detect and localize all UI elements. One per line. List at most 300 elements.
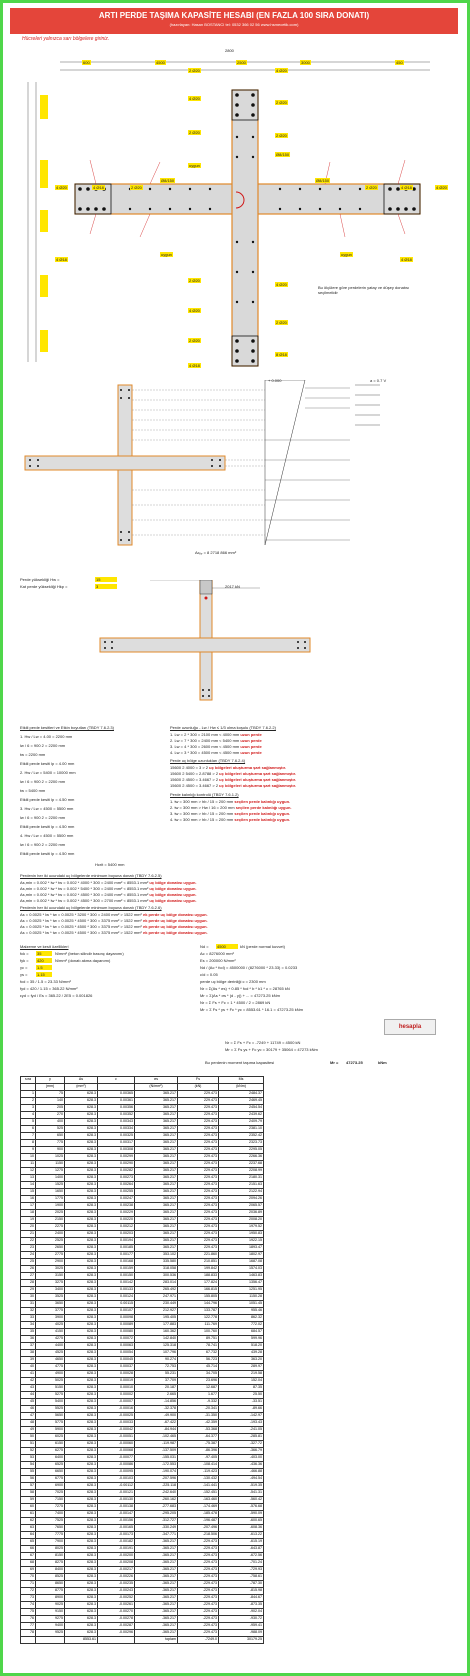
- table-total-cell: 8553.61: [65, 1637, 98, 1644]
- table-cell: -330.249: [135, 1525, 178, 1532]
- table-cell: -365.217: [135, 1609, 178, 1616]
- sum-line-m: Mr = Σ Fs ys + Fc yc = 30179 + 35064 = 47273 kNm: [225, 1047, 318, 1052]
- table-cell: -0.00068: [98, 1448, 135, 1455]
- table-row: [21, 1105, 264, 1112]
- table-cell: 5400: [36, 1399, 65, 1406]
- table-cell: 335.580: [135, 1259, 178, 1266]
- table-cell: 365.217: [135, 1175, 178, 1182]
- table-cell: -466.88: [219, 1469, 264, 1476]
- check-result: uzun perde: [239, 738, 262, 743]
- table-cell: -108.414: [178, 1462, 219, 1469]
- table-cell: 628.3: [65, 1322, 98, 1329]
- table-cell: 628.3: [65, 1343, 98, 1350]
- page-title: ARTI PERDE TAŞIMA KAPASİTE HESABI (EN FAZLA 100 SIRA DONATI): [98, 11, 370, 20]
- calc-line: Nd / (Ac * fcd) = 4500000 / (8276000 * 23.33) = 0.0233: [200, 965, 298, 970]
- table-cell: 219.58: [219, 1371, 264, 1378]
- rebar-label[interactable]: 4 Ø18: [56, 257, 67, 262]
- table-cell: 210.851: [178, 1259, 219, 1266]
- table-cell: 67: [21, 1553, 36, 1560]
- right2-title: Perde uç bölge uzunlukları (TBDY 7.6.2.4): [170, 758, 246, 763]
- table-cell: 229.473: [178, 1147, 219, 1154]
- table-row: [21, 1602, 264, 1609]
- table-cell: 628.3: [65, 1497, 98, 1504]
- table-cell: -0.00147: [98, 1511, 135, 1518]
- table-cell: 1650: [36, 1189, 65, 1196]
- table-cell: 628.3: [65, 1119, 98, 1126]
- table-cell: 229.473: [178, 1119, 219, 1126]
- sum-line-n: Nr = Σ Fs + Fc = -7249 + 11749 = 4500 kN: [225, 1040, 301, 1045]
- table-cell: 0.00045: [98, 1357, 135, 1364]
- table-cell: 0.00115: [98, 1301, 135, 1308]
- table-cell: -0.00121: [98, 1490, 135, 1497]
- table-cell: 775: [36, 1140, 65, 1147]
- table-cell: 5025: [36, 1378, 65, 1385]
- table-cell: -0.00287: [98, 1623, 135, 1630]
- table-cell: 0.00343: [98, 1119, 135, 1126]
- column-unit: (N/mm²): [135, 1084, 178, 1091]
- column-header: sıra: [21, 1077, 36, 1084]
- rebar-label[interactable]: 2 Ø20: [276, 133, 287, 138]
- table-row: [21, 1147, 264, 1154]
- table-cell: 772.02: [219, 1322, 264, 1329]
- table-cell: -174.469: [178, 1504, 219, 1511]
- table-cell: 166.815: [178, 1287, 219, 1294]
- table-cell: 365.217: [135, 1105, 178, 1112]
- dim-input-left[interactable]: [40, 95, 48, 119]
- table-cell: -758.61: [219, 1574, 264, 1581]
- table-total-cell: 30179.25: [219, 1637, 264, 1644]
- table-cell: -930.72: [219, 1616, 264, 1623]
- table-cell: 300.536: [135, 1273, 178, 1280]
- table-row: [21, 1161, 264, 1168]
- nd-unit: kN (perde normal kuvvet): [240, 944, 285, 949]
- table-row: [21, 1588, 264, 1595]
- table-cell: 0.00308: [98, 1147, 135, 1154]
- rebar-label[interactable]: 4 Ø20: [189, 96, 200, 101]
- table-cell: -229.473: [178, 1574, 219, 1581]
- table-cell: 63: [21, 1525, 36, 1532]
- table-cell: 7275: [36, 1504, 65, 1511]
- column-unit: (mm): [36, 1084, 65, 1091]
- table-cell: -32.378: [135, 1406, 178, 1413]
- table-cell: 22: [21, 1238, 36, 1245]
- table-cell: -365.217: [135, 1560, 178, 1567]
- table-cell: 69: [21, 1567, 36, 1574]
- table-cell: -9.332: [178, 1399, 219, 1406]
- table-cell: -959.41: [219, 1623, 264, 1630]
- table-cell: 289.97: [219, 1364, 264, 1371]
- table-cell: 7525: [36, 1518, 65, 1525]
- table-cell: 3525: [36, 1294, 65, 1301]
- table-cell: -643.87: [219, 1546, 264, 1553]
- table-cell: 160.362: [135, 1329, 178, 1336]
- calc-line: 1. Lw = 2 * 300 = 2100 mm < 4000 mm uzun perde: [170, 732, 262, 737]
- table-cell: -64.377: [178, 1434, 219, 1441]
- table-cell: 0.00002: [98, 1392, 135, 1399]
- table-cell: 1922.15: [219, 1238, 264, 1245]
- table-cell: 144.796: [178, 1301, 219, 1308]
- wall-height-input[interactable]: 15: [95, 577, 117, 582]
- area-label: Aₕₑₚ = 8 2718 866 mm²: [195, 550, 237, 555]
- table-cell: -436.36: [219, 1462, 264, 1469]
- table-cell: 89.751: [178, 1336, 219, 1343]
- dim-input-left[interactable]: [40, 330, 48, 352]
- calc-line: Etkili perde kesiti lp = 4.50 mm: [20, 851, 75, 856]
- dim-d3[interactable]: 2500: [237, 60, 246, 65]
- table-cell: -42.359: [178, 1420, 219, 1427]
- table-cell: 400: [36, 1119, 65, 1126]
- calc-line: As,min = 0.002 * lw * tw = 0.002 * 4000 * 300 = 2400 mm² < 8553.1 mm² uç bölge donatısı uygun.: [20, 880, 197, 885]
- table-cell: 229.473: [178, 1189, 219, 1196]
- column-header: ε: [98, 1077, 135, 1084]
- table-unit-row: [21, 1084, 264, 1091]
- table-cell: 229.473: [178, 1140, 219, 1147]
- table-cell: -49.900: [135, 1413, 178, 1420]
- table-cell: 229.473: [178, 1182, 219, 1189]
- table-cell: -0.00051: [98, 1434, 135, 1441]
- calc-line: 15600 2 4000 = 3 > 2 uç bölgeleri oluşturma şart sağlanmıştır.: [170, 765, 287, 770]
- table-cell: 439.28: [219, 1350, 264, 1357]
- fck-input[interactable]: 35: [36, 951, 52, 956]
- table-cell: 628.3: [65, 1266, 98, 1273]
- dim-input-left[interactable]: [40, 275, 48, 297]
- table-cell: -193.43: [219, 1420, 264, 1427]
- rebar-label[interactable]: 2 Ø20: [131, 185, 142, 190]
- uygun-label: uygun: [341, 252, 352, 257]
- table-cell: 3275: [36, 1280, 65, 1287]
- table-cell: 229.473: [178, 1231, 219, 1238]
- rebar-results-table: [20, 1076, 264, 1644]
- rebar-label[interactable]: 4 Ø20: [276, 68, 287, 73]
- table-cell: 12.687: [178, 1385, 219, 1392]
- table-cell: 205: [36, 1105, 65, 1112]
- table-cell: 16: [21, 1196, 36, 1203]
- table-cell: 229.473: [178, 1112, 219, 1119]
- table-cell: 5: [21, 1119, 36, 1126]
- table-row: [21, 1168, 264, 1175]
- check-result: uzun perde: [239, 732, 262, 737]
- rebar-label[interactable]: 4 Ø20: [189, 308, 200, 313]
- table-cell: 5275: [36, 1392, 65, 1399]
- table-cell: 67.732: [178, 1350, 219, 1357]
- dim-d6[interactable]: 450: [396, 60, 403, 65]
- table-cell: 4775: [36, 1364, 65, 1371]
- table-cell: 2094.26: [219, 1196, 264, 1203]
- table-cell: -260.162: [135, 1497, 178, 1504]
- table-cell: 365.217: [135, 1231, 178, 1238]
- table-cell: 365.217: [135, 1161, 178, 1168]
- table-cell: 2352.42: [219, 1133, 264, 1140]
- rebar-label[interactable]: 4 Ø18: [401, 185, 412, 190]
- table-cell: 229.473: [178, 1154, 219, 1161]
- table-cell: 3: [21, 1105, 36, 1112]
- eps-line: εyd = fyd / Es = 365.22 / 2E5 = 0.001826: [20, 993, 93, 998]
- dim-d1[interactable]: 600: [83, 60, 90, 65]
- table-cell: 46: [21, 1406, 36, 1413]
- result-label: Bu perdenin moment taşıma kapasitesi: [205, 1060, 275, 1065]
- table-cell: 2025: [36, 1210, 65, 1217]
- table-cell: 6: [21, 1126, 36, 1133]
- rebar-label[interactable]: 2 Ø20: [276, 100, 287, 105]
- table-cell: 14: [21, 1182, 36, 1189]
- calc-line: Etkili perde kesiti lp = 4.00 mm: [20, 761, 75, 766]
- rebar-label[interactable]: 4 Ø20: [56, 185, 67, 190]
- table-cell: 628.3: [65, 1133, 98, 1140]
- rebar-label[interactable]: 4 Ø20: [276, 282, 287, 287]
- table-cell: -608.36: [219, 1525, 264, 1532]
- check-result: uç bölge donatısı uygun.: [148, 880, 197, 885]
- table-cell: 628.3: [65, 1224, 98, 1231]
- table-cell: 7400: [36, 1511, 65, 1518]
- table-cell: -0.00182: [98, 1539, 135, 1546]
- table-cell: 628.3: [65, 1091, 98, 1098]
- table-cell: 7025: [36, 1490, 65, 1497]
- table-cell: 628.3: [65, 1567, 98, 1574]
- table-cell: 2008.20: [219, 1217, 264, 1224]
- table-row: [21, 1455, 264, 1462]
- table-cell: 45.714: [178, 1364, 219, 1371]
- gamma-c-input[interactable]: 1.5: [36, 965, 52, 970]
- table-cell: 628.3: [65, 1490, 98, 1497]
- table-cell: 900: [36, 1147, 65, 1154]
- rebar-label[interactable]: 4 Ø20: [436, 185, 447, 190]
- table-cell: -365.217: [135, 1630, 178, 1637]
- table-row: [21, 1259, 264, 1266]
- table-cell: -347.771: [135, 1532, 178, 1539]
- table-row: [21, 1322, 264, 1329]
- table-cell: 2122.94: [219, 1189, 264, 1196]
- table-cell: 3900: [36, 1315, 65, 1322]
- table-cell: 0.00247: [98, 1196, 135, 1203]
- nd-input[interactable]: 4500: [216, 944, 238, 949]
- rebar-label[interactable]: 2 Ø20: [189, 68, 200, 73]
- stirrup-label[interactable]: Ø8/150: [276, 152, 290, 157]
- table-row: [21, 1504, 264, 1511]
- fyd-line: fyd = 420 / 1.15 = 365.22 N/mm²: [20, 986, 78, 991]
- table-cell: -196.487: [178, 1518, 219, 1525]
- table-cell: 23: [21, 1245, 36, 1252]
- table-row: [21, 1210, 264, 1217]
- table-cell: 628.3: [65, 1287, 98, 1294]
- dim-input-left[interactable]: [40, 160, 48, 188]
- calc-line: lw / 6 = 900 2 = 2200 mm: [20, 842, 66, 847]
- table-cell: 4150: [36, 1329, 65, 1336]
- table-cell: -31.350: [178, 1413, 219, 1420]
- table-cell: 525: [36, 1126, 65, 1133]
- gov-rebar-title: Perdenin her iki ucundaki uç bölgelerde minimum boyuna donatı (TBDY 7.6.2.6): [20, 905, 162, 910]
- table-cell: 142.840: [135, 1336, 178, 1343]
- table-row: [21, 1518, 264, 1525]
- table-row: [21, 1427, 264, 1434]
- table-cell: 188.833: [178, 1273, 219, 1280]
- table-cell: -0.00191: [98, 1546, 135, 1553]
- table-cell: 229.473: [178, 1105, 219, 1112]
- check-result: seçilen perde kalınlığı uygun.: [233, 811, 291, 816]
- table-cell: 0.00290: [98, 1161, 135, 1168]
- rebar-label[interactable]: 2 Ø20: [366, 185, 377, 190]
- gamma-s-label: γs =: [20, 972, 28, 977]
- table-cell: 212.927: [135, 1308, 178, 1315]
- table-cell: 49: [21, 1427, 36, 1434]
- table-cell: 107.796: [135, 1350, 178, 1357]
- calc-line: perde uç bölge derinliği c = 2300 mm: [200, 979, 266, 984]
- table-cell: -0.00130: [98, 1497, 135, 1504]
- calc-line: Mr = Σ(As * σs * (d - y)) + ... = 47273.25 kNm: [200, 993, 280, 998]
- table-cell: -366.79: [219, 1448, 264, 1455]
- table-cell: 140: [36, 1098, 65, 1105]
- rebar-label[interactable]: 4 Ø18: [93, 185, 104, 190]
- table-cell: -613.22: [219, 1532, 264, 1539]
- table-cell: 65: [21, 1539, 36, 1546]
- table-cell: 2525: [36, 1238, 65, 1245]
- table-cell: 365.217: [135, 1154, 178, 1161]
- table-cell: 58: [21, 1490, 36, 1497]
- rebar-label[interactable]: 2 Ø20: [189, 338, 200, 343]
- table-total-cell: -7249.0: [178, 1637, 219, 1644]
- table-cell: 1979.52: [219, 1224, 264, 1231]
- uygun-label: uygun: [161, 252, 172, 257]
- table-cell: 21: [21, 1231, 36, 1238]
- table-cell: -97.405: [178, 1455, 219, 1462]
- table-cell: -285.81: [219, 1434, 264, 1441]
- table-row: [21, 1546, 264, 1553]
- table-cell: 0.00072: [98, 1336, 135, 1343]
- table-cell: 0.00054: [98, 1350, 135, 1357]
- table-cell: 1.677: [178, 1392, 219, 1399]
- table-cell: 6150: [36, 1441, 65, 1448]
- table-row: [21, 1574, 264, 1581]
- table-cell: 5150: [36, 1385, 65, 1392]
- table-cell: -119.423: [178, 1469, 219, 1476]
- calc-line: As,min = 0.002 * lw * tw = 0.002 * 4500 * 300 = 2700 mm² < 8553.1 mm² uç bölge donatısı uygun.: [20, 898, 197, 903]
- dim-d5[interactable]: 3000: [301, 60, 310, 65]
- calc-line: Mr = Σ Fs * ys + Fc * yc = 8553.61 * 16.1 = 47273.25 kNm: [200, 1007, 303, 1012]
- table-row: [21, 1595, 264, 1602]
- table-cell: 628.3: [65, 1329, 98, 1336]
- table-cell: -365.217: [135, 1567, 178, 1574]
- story-height-input[interactable]: 3: [95, 584, 117, 589]
- table-cell: -365.217: [135, 1602, 178, 1609]
- table-cell: 365.217: [135, 1238, 178, 1245]
- table-cell: 365.217: [135, 1126, 178, 1133]
- rebar-label[interactable]: 4 Ø18: [189, 363, 200, 368]
- table-cell: 628.3: [65, 1413, 98, 1420]
- table-cell: 0.00356: [98, 1105, 135, 1112]
- column-header: σs: [135, 1077, 178, 1084]
- check-result: ek perde uç bölge donatısı uygun.: [141, 930, 208, 935]
- table-cell: 2266.36: [219, 1154, 264, 1161]
- table-cell: -0.00095: [98, 1469, 135, 1476]
- check-result: uç bölge donatısı uygun.: [148, 892, 197, 897]
- stirrup-label[interactable]: Ø8/150: [161, 178, 175, 183]
- table-total-cell: [21, 1637, 36, 1644]
- rebar-label[interactable]: 4 Ø18: [401, 257, 412, 262]
- table-cell: 3400: [36, 1287, 65, 1294]
- table-row: [21, 1266, 264, 1273]
- stirrup-label[interactable]: Ø8/150: [316, 178, 330, 183]
- table-cell: 353.102: [135, 1252, 178, 1259]
- table-row: [21, 1371, 264, 1378]
- rebar-label[interactable]: 8 Ø18: [276, 352, 287, 357]
- gamma-s-input[interactable]: 1.15: [36, 972, 52, 977]
- table-cell: 229.473: [178, 1238, 219, 1245]
- table-cell: 125.318: [135, 1343, 178, 1350]
- table-cell: 10: [21, 1154, 36, 1161]
- rebar-label[interactable]: 2 Ø20: [189, 278, 200, 283]
- table-cell: 17: [21, 1203, 36, 1210]
- dim-input-left[interactable]: [40, 210, 48, 232]
- table-cell: 87.35: [219, 1385, 264, 1392]
- table-cell: 0.00361: [98, 1098, 135, 1105]
- table-cell: 33: [21, 1315, 36, 1322]
- table-row: [21, 1182, 264, 1189]
- table-cell: 365.217: [135, 1168, 178, 1175]
- table-cell: 365.217: [135, 1217, 178, 1224]
- table-cell: 78: [21, 1630, 36, 1637]
- column-unit: [21, 1084, 36, 1091]
- calc-line: As,min = 0.002 * lw * tw = 0.002 * 5400 * 300 = 2400 mm² < 8553.1 mm² uç bölge donatısı uygun.: [20, 886, 197, 891]
- table-cell: 628.3: [65, 1210, 98, 1217]
- table-cell: -365.217: [135, 1539, 178, 1546]
- table-cell: -142.97: [219, 1413, 264, 1420]
- table-cell: 0.00352: [98, 1112, 135, 1119]
- table-cell: 221.860: [178, 1252, 219, 1259]
- table-cell: 8525: [36, 1574, 65, 1581]
- rebar-label[interactable]: 2 Ø20: [276, 320, 287, 325]
- table-cell: -20.341: [178, 1406, 219, 1413]
- table-cell: -0.00016: [98, 1406, 135, 1413]
- table-row: [21, 1112, 264, 1119]
- table-cell: 628.3: [65, 1301, 98, 1308]
- table-cell: 62: [21, 1518, 36, 1525]
- table-row: [21, 1308, 264, 1315]
- table-cell: 265.492: [135, 1287, 178, 1294]
- table-row: [21, 1539, 264, 1546]
- table-total-row: [21, 1637, 264, 1644]
- table-row: [21, 1273, 264, 1280]
- table-cell: 4025: [36, 1322, 65, 1329]
- calculate-button[interactable]: hesapla: [384, 1019, 436, 1035]
- table-cell: -560.42: [219, 1497, 264, 1504]
- calc-line: Nr = Σ(As * σs) + 0.85 * fcd * b * k1 * c = 28765 kN: [200, 986, 290, 991]
- table-row: [21, 1175, 264, 1182]
- calc-line: As = 0.0025 * lw * tw = 0.0025 * 4500 * 300 = 3375 mm² > 1522 mm² ek perde uç bölge donatısı uygun.: [20, 924, 208, 929]
- table-cell: -519.35: [219, 1483, 264, 1490]
- table-cell: 1051.45: [219, 1301, 264, 1308]
- table-row: [21, 1280, 264, 1287]
- table-cell: 0.00264: [98, 1182, 135, 1189]
- table-cell: 20: [21, 1224, 36, 1231]
- rebar-label[interactable]: 2 Ø20: [189, 130, 200, 135]
- table-cell: 0.00124: [98, 1294, 135, 1301]
- table-row: [21, 1329, 264, 1336]
- table-cell: -0.00217: [98, 1567, 135, 1574]
- table-row: [21, 1189, 264, 1196]
- table-cell: 177.883: [135, 1322, 178, 1329]
- table-cell: -86.396: [178, 1448, 219, 1455]
- table-row: [21, 1497, 264, 1504]
- table-cell: 1: [21, 1091, 36, 1098]
- table-cell: 628.3: [65, 1518, 98, 1525]
- table-cell: 1275: [36, 1168, 65, 1175]
- table-cell: -600.65: [219, 1518, 264, 1525]
- fyk-input[interactable]: 420: [36, 958, 52, 963]
- table-cell: 3650: [36, 1301, 65, 1308]
- dim-d2[interactable]: 4500: [156, 60, 165, 65]
- table-cell: 628.3: [65, 1371, 98, 1378]
- table-cell: 2469.45: [219, 1098, 264, 1105]
- table-cell: 57: [21, 1483, 36, 1490]
